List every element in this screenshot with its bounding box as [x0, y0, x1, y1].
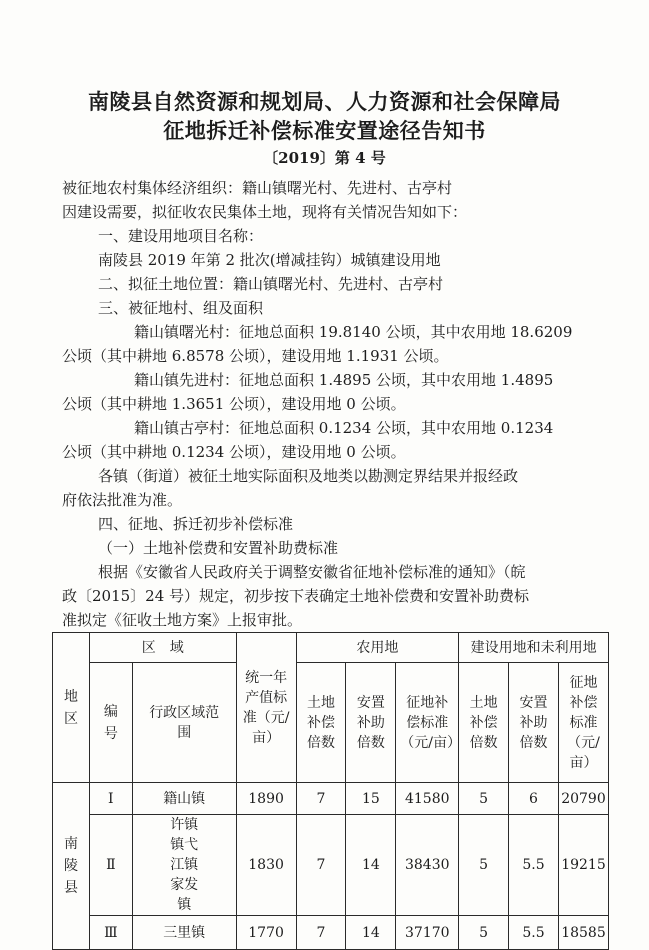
row-farmland-standard: 37170 — [396, 916, 459, 950]
row-construction-standard: 20790 — [558, 783, 608, 815]
row-farmland-resettle: 14 — [346, 916, 396, 950]
row-district: 许镇镇弋江镇家发镇 — [132, 815, 236, 916]
row-unified-value: 1890 — [236, 783, 296, 815]
row-number: Ⅲ — [89, 916, 132, 950]
header-construction-standard: 征地补偿标准（元/亩） — [558, 663, 608, 783]
row-farmland-land-comp: 7 — [296, 815, 346, 916]
heading-land-location: 二、拟征土地位置：籍山镇曙光村、先进村、古亭村 — [98, 275, 444, 293]
header-farmland-standard: 征地补偿标准（元/亩） — [396, 663, 459, 783]
paragraph-project-name: 南陵县 2019 年第 2 批次(增减挂钩）城镇建设用地 — [98, 251, 441, 269]
row-construction-land-comp: 5 — [459, 815, 509, 916]
heading-project-name: 一、建设用地项目名称： — [98, 227, 264, 245]
paragraph-guting-2: 公顷（其中耕地 0.1234 公顷），建设用地 0 公顷。 — [62, 443, 406, 461]
row-construction-resettle: 5.5 — [509, 916, 559, 950]
table-row — [53, 815, 609, 916]
paragraph-shuguang-2: 公顷（其中耕地 6.8578 公顷），建设用地 1.1931 公顷。 — [62, 347, 449, 365]
region-name-cell: 南陵县 — [53, 783, 90, 950]
header-region: 地区 — [53, 633, 90, 783]
table-row — [53, 916, 609, 950]
paragraph-recipient: 被征地农村集体经济组织：籍山镇曙光村、先进村、古亭村 — [62, 179, 453, 197]
row-number: Ⅱ — [89, 815, 132, 916]
row-farmland-standard: 38430 — [396, 815, 459, 916]
row-construction-land-comp: 5 — [459, 783, 509, 815]
paragraph-xianjin-2: 公顷（其中耕地 1.3651 公顷），建设用地 0 公顷。 — [62, 395, 406, 413]
paragraph-basis-3: 准拟定《征收土地方案》上报审批。 — [62, 611, 303, 629]
header-farmland-land-comp: 土地补偿倍数 — [296, 663, 346, 783]
header-farmland-resettle: 安置补助倍数 — [346, 663, 396, 783]
compensation-standard-table — [52, 632, 609, 950]
paragraph-area-basis-2: 府依法批准为准。 — [62, 491, 183, 509]
row-unified-value: 1830 — [236, 815, 296, 916]
row-construction-standard: 18585 — [558, 916, 608, 950]
paragraph-shuguang-1: 籍山镇曙光村：征地总面积 19.8140 公顷，其中农用地 18.6209 — [134, 323, 573, 341]
row-farmland-standard: 41580 — [396, 783, 459, 815]
heading-land-compensation-fee: （一）土地补偿费和安置补助费标准 — [98, 539, 339, 557]
row-construction-resettle: 5.5 — [509, 815, 559, 916]
row-unified-value: 1770 — [236, 916, 296, 950]
paragraph-guting-1: 籍山镇古亭村：征地总面积 0.1234 公顷，其中农用地 0.1234 — [134, 419, 554, 437]
header-number: 编号 — [89, 663, 132, 783]
row-farmland-land-comp: 7 — [296, 783, 346, 815]
paragraph-intro: 因建设需要，拟征收农民集体土地，现将有关情况告知如下： — [62, 203, 468, 221]
row-district: 三里镇 — [132, 916, 236, 950]
row-district: 籍山镇 — [132, 783, 236, 815]
row-number: Ⅰ — [89, 783, 132, 815]
heading-compensation-standard: 四、征地、拆迁初步补偿标准 — [98, 515, 294, 533]
paragraph-basis-1: 根据《安徽省人民政府关于调整安徽省征地补偿标准的通知》（皖 — [98, 563, 526, 581]
paragraph-basis-2: 政〔2015〕24 号）规定，初步按下表确定土地补偿费和安置补助费标 — [62, 587, 530, 605]
title-line-1: 南陵县自然资源和规划局、人力资源和社会保障局 — [88, 89, 561, 114]
header-construction-land-comp: 土地补偿倍数 — [459, 663, 509, 783]
row-construction-land-comp: 5 — [459, 916, 509, 950]
row-farmland-resettle: 15 — [346, 783, 396, 815]
table-row — [53, 783, 609, 815]
header-construction-resettle: 安置补助倍数 — [509, 663, 559, 783]
row-construction-resettle: 6 — [509, 783, 559, 815]
document-number: 〔2019〕第 4 号 — [263, 149, 386, 167]
header-district: 行政区域范 围 — [132, 663, 236, 783]
title-line-2: 征地拆迁补偿标准安置途径告知书 — [163, 118, 486, 143]
header-construction-land: 建设用地和未利用地 — [459, 633, 609, 663]
paragraph-area-basis-1: 各镇（街道）被征土地实际面积及地类以勘测定界结果并报经政 — [98, 467, 519, 485]
header-farmland: 农用地 — [296, 633, 459, 663]
row-farmland-resettle: 14 — [346, 815, 396, 916]
header-unified-output-value: 统一年产值标准（元/亩） — [236, 633, 296, 783]
row-farmland-land-comp: 7 — [296, 916, 346, 950]
row-construction-standard: 19215 — [558, 815, 608, 916]
paragraph-xianjin-1: 籍山镇先进村：征地总面积 1.4895 公顷，其中农用地 1.4895 — [134, 371, 554, 389]
heading-villages-area: 三、被征地村、组及面积 — [98, 299, 264, 317]
header-area: 区 域 — [89, 633, 236, 663]
